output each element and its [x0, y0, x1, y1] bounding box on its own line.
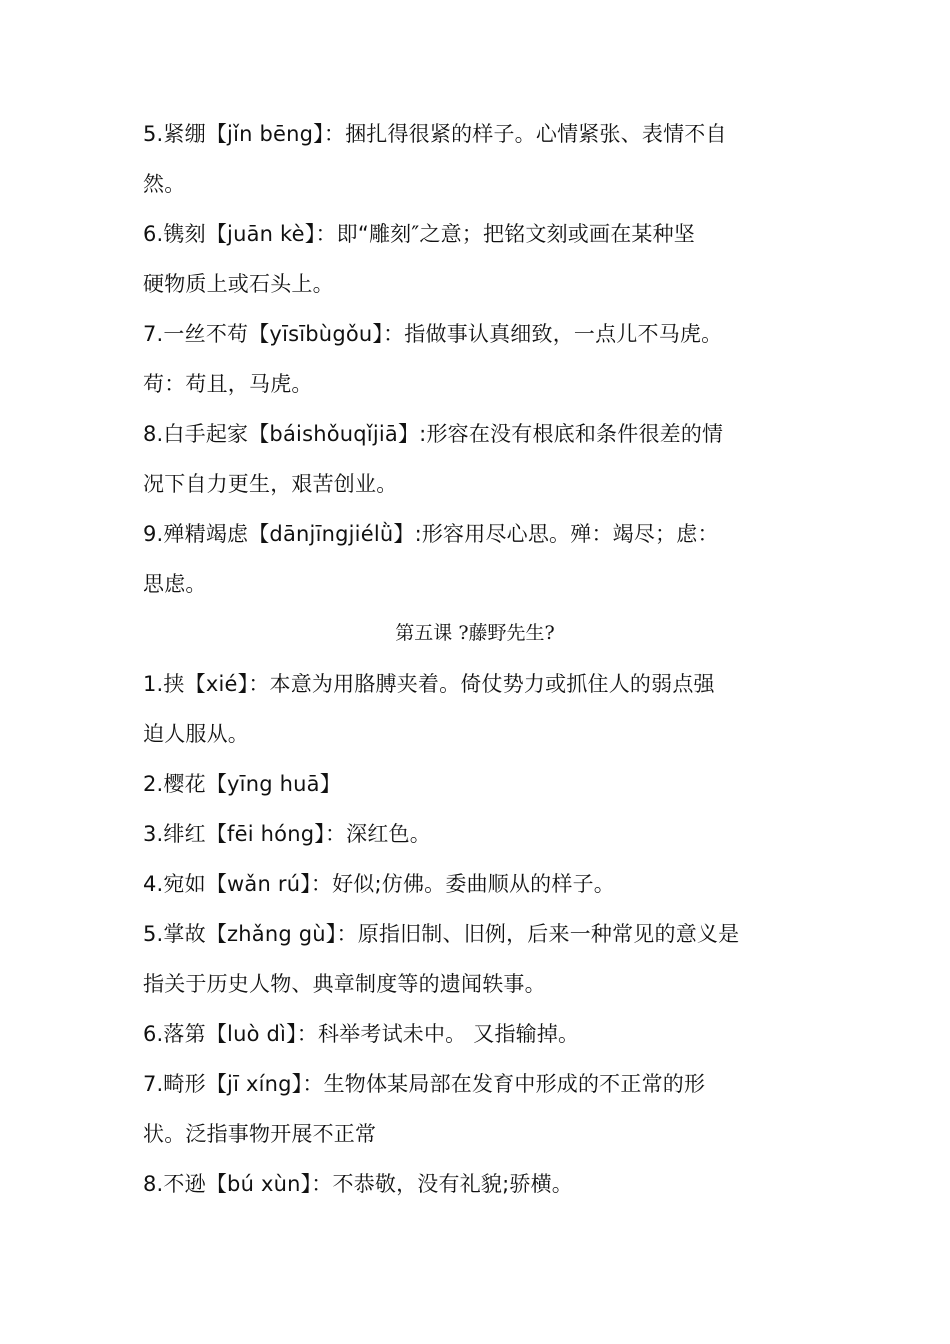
lesson-heading: 第五课 ?藤野先生? [395, 622, 555, 644]
entry-line: 指关于历史人物、典章制度等的遗闻轶事。 [143, 972, 546, 996]
entry-line: 3.绯红【fēi hóng】：深红色。 [143, 822, 431, 846]
entry-line: 1.挟【xié】：本意为用胳膊夹着。倚仗势力或抓住人的弱点强 [143, 672, 715, 696]
entry-line: 硬物质上或石头上。 [143, 272, 334, 296]
entry-line: 4.宛如【wǎn rú】：好似;仿佛。委曲顺从的样子。 [143, 872, 615, 896]
entry-line: 苟：苟且，马虎。 [143, 372, 313, 396]
entry-line: 迫人服从。 [143, 722, 249, 746]
entry-line: 然。 [143, 172, 186, 196]
entry-line: 况下自力更生，艰苦创业。 [143, 472, 398, 496]
entry-line: 5.掌故【zhǎng gù】：原指旧制、旧例，后来一种常见的意义是 [143, 922, 740, 946]
entry-line: 6.镌刻【juān kè】：即“雕刻″之意；把铭文刻或画在某种坚 [143, 222, 695, 246]
entry-line: 2.樱花【yīng huā】 [143, 772, 341, 796]
entry-line: 5.紧绷【jǐn bēng】：捆扎得很紧的样子。心情紧张、表情不自 [143, 122, 727, 146]
entry-line: 状。泛指事物开展不正常 [143, 1122, 377, 1146]
entry-line: 8.白手起家【báishǒuqǐjiā】:形容在没有根底和条件很差的情 [143, 422, 724, 446]
entry-line: 思虑。 [143, 572, 207, 596]
entry-line: 6.落第【luò dì】：科举考试未中。 又指输掉。 [143, 1022, 580, 1046]
entry-line: 9.殚精竭虑【dānjīngjiélǜ】:形容用尽心思。殚：竭尽；虑： [143, 522, 719, 546]
entry-line: 8.不逊【bú xùn】：不恭敬，没有礼貌;骄横。 [143, 1172, 573, 1196]
entry-line: 7.一丝不苟【yīsībùgǒu】：指做事认真细致，一点儿不马虎。 [143, 322, 723, 346]
entry-line: 7.畸形【jī xíng】：生物体某局部在发育中形成的不正常的形 [143, 1072, 706, 1096]
